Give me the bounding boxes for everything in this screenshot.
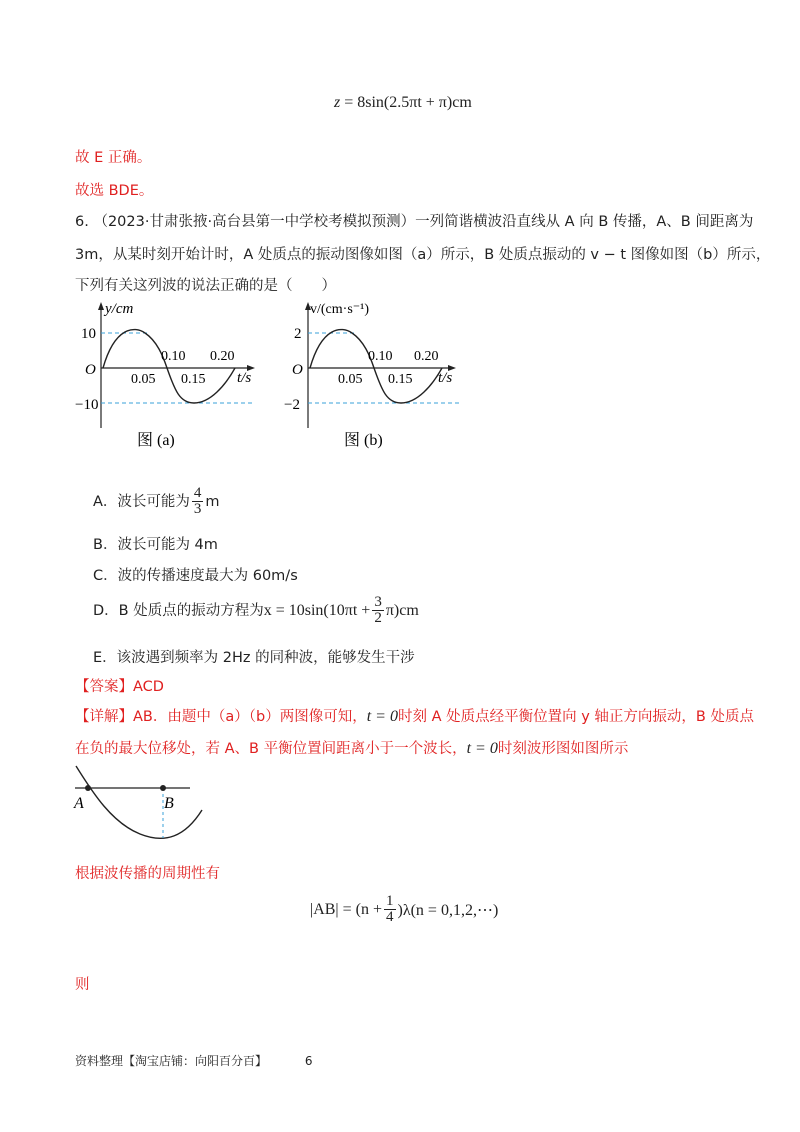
detail-line-2-a: 在负的最大位移处，若 A、B 平衡位置间距离小于一个波长， (75, 741, 467, 757)
answer-label: 【答案】ACD (75, 679, 164, 695)
footer (75, 1052, 312, 1069)
graph-a-curve (103, 330, 235, 403)
question-line-3: 下列有关这列波的说法正确的是（ ） (75, 278, 336, 294)
e-correct-text: 故 E 正确。 (75, 150, 152, 166)
graph-a-x-label: t/s (237, 370, 252, 386)
option-d (93, 595, 419, 626)
periodicity-eq-rhs: )λ(n = 0,1,2,⋯) (397, 901, 499, 919)
option-d-numerator: 3 (374, 594, 382, 610)
graph-b-curve (310, 330, 442, 403)
graph-b-tick-015: 0.15 (388, 372, 413, 387)
option-a-unit: m (205, 493, 220, 510)
graph-b-tick-020: 0.20 (414, 349, 439, 364)
top-equation-rhs: = 8sin(2.5πt + π)cm (344, 94, 472, 111)
graph-a-y-min: −10 (75, 397, 99, 413)
graph-b-caption: 图 (b) (344, 432, 383, 449)
graph-a-tick-010: 0.10 (161, 349, 186, 364)
page-number: 6 (304, 1054, 313, 1068)
graph-a-tick-015: 0.15 (181, 372, 206, 387)
question-line-1 (75, 212, 753, 232)
option-d-fraction (372, 595, 384, 626)
graph-b-tick-010: 0.10 (368, 349, 393, 364)
detail-line-1 (75, 707, 754, 727)
option-d-eq-rhs: π)cm (385, 601, 419, 619)
question-line-2: 3m，从某时刻开始计时，A 处质点的振动图像如图（a）所示，B 处质点振动的 v − t 图像如图（b）所示， (75, 247, 771, 263)
option-d-text: D．B 处质点的振动方程为 (93, 602, 264, 619)
detail-line-1-a: 【详解】AB．由题中（a）（b）两图像可知， (75, 709, 367, 725)
graph-a-tick-005: 0.05 (131, 372, 156, 387)
graph-b-origin: O (292, 362, 303, 378)
graph-b (282, 296, 482, 456)
periodicity-numerator: 1 (386, 893, 394, 909)
graph-b-tick-005: 0.05 (338, 372, 363, 387)
wave-figure (70, 762, 220, 852)
graph-a (75, 296, 275, 456)
then-text: 则 (75, 977, 90, 993)
wave-point-a-dot (85, 785, 91, 791)
top-equation (334, 94, 472, 112)
periodicity-text: 根据波传播的周期性有 (75, 866, 220, 882)
graph-b-y-min: −2 (284, 397, 300, 413)
wave-point-b-dot (160, 785, 166, 791)
periodicity-eq-lhs: |AB| = (n + (310, 900, 383, 918)
option-a-denominator: 3 (193, 501, 202, 517)
footer-source: 资料整理【淘宝店铺：向阳百分百】 (75, 1054, 268, 1068)
periodicity-equation (310, 894, 498, 925)
periodicity-denominator: 4 (386, 909, 394, 925)
detail-t0-2: t = 0 (466, 740, 498, 757)
wave-point-a-label: A (74, 795, 84, 812)
detail-line-2-b: 时刻波形图如图所示 (497, 741, 629, 757)
graph-b-y-max: 2 (294, 326, 302, 342)
option-d-denominator: 2 (374, 610, 382, 626)
option-a-numerator: 4 (193, 485, 202, 501)
graph-a-y-arrow (98, 302, 104, 310)
question-number: 6. (75, 214, 89, 230)
wave-point-b-label: B (164, 795, 174, 812)
option-a-text: A．波长可能为 (93, 493, 190, 510)
graph-b-y-label: v/(cm·s⁻¹) (310, 302, 370, 317)
graph-a-y-max: 10 (81, 326, 96, 342)
graph-a-origin: O (85, 362, 96, 378)
option-e: E．该波遇到频率为 2Hz 的同种波，能够发生干涉 (93, 650, 415, 666)
option-c: C．波的传播速度最大为 60m/s (93, 568, 298, 584)
detail-t0-1: t = 0 (366, 708, 398, 725)
option-a-fraction (192, 486, 204, 517)
graph-a-caption: 图 (a) (137, 432, 175, 449)
option-a (93, 486, 220, 517)
detail-line-2 (75, 739, 628, 759)
option-d-eq-lhs: x = 10sin(10πt + (263, 601, 371, 619)
option-b: B．波长可能为 4m (93, 537, 218, 553)
question-text-1: （2023·甘肃张掖·高台县第一中学校考模拟预测）一列简谐横波沿直线从 A 向 B 传播，A、B 间距离为 (93, 214, 754, 230)
top-equation-lhs: z (334, 94, 341, 111)
graph-a-tick-020: 0.20 (210, 349, 235, 364)
graph-a-y-label: y/cm (105, 301, 134, 317)
wave-curve (76, 766, 202, 838)
periodicity-fraction (384, 894, 396, 925)
choose-answer-text: 故选 BDE。 (75, 183, 154, 199)
detail-line-1-b: 时刻 A 处质点经平衡位置向 y 轴正方向振动，B 处质点 (397, 709, 754, 725)
graph-b-x-label: t/s (438, 370, 453, 386)
